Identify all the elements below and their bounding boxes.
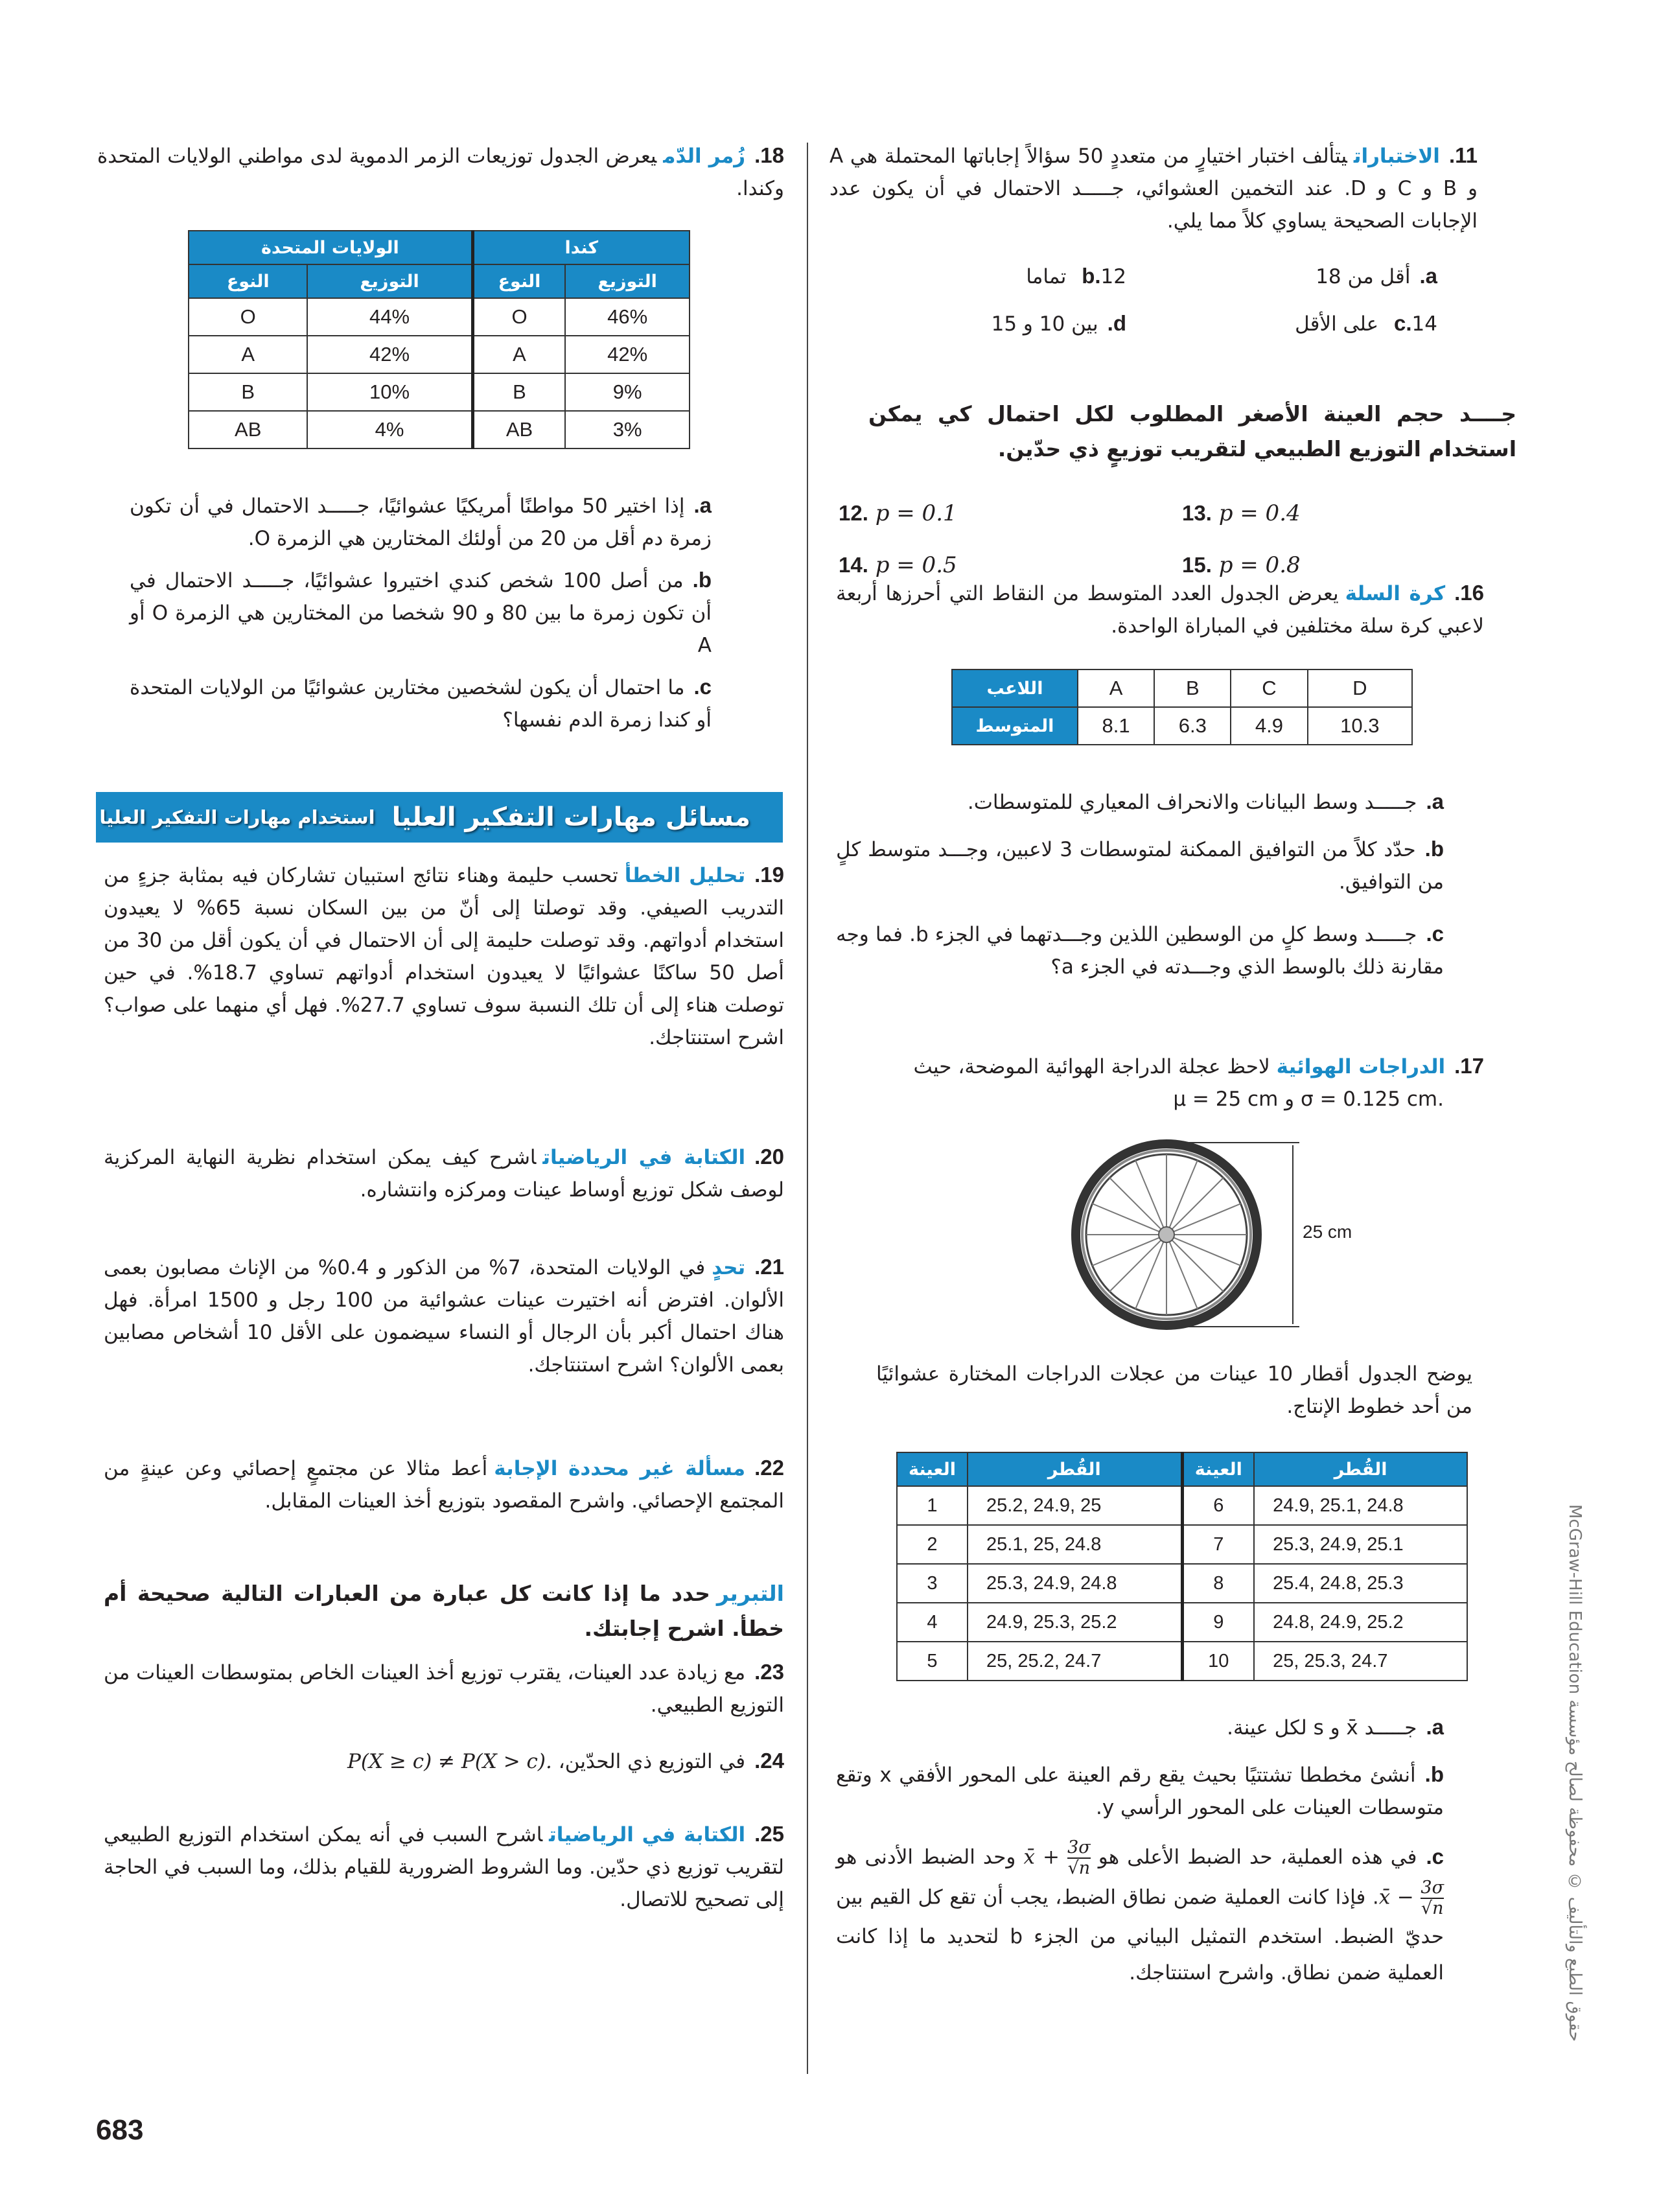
problem-text: في التوزيع ذي الحدّين، <box>558 1750 746 1773</box>
bicycle-wheel-icon <box>1076 1144 1257 1325</box>
problem-number: 18. <box>754 143 784 167</box>
sample-cell: 2 <box>897 1525 968 1564</box>
us-type-cell: O <box>189 298 307 336</box>
header-type: النوع <box>472 264 565 298</box>
copyright-side-note: حقوق الطبع والتأليف © محفوظة لصالح مؤسسة McGraw-Hill Education <box>1565 1504 1584 2042</box>
problem-text: يعرض الجدول توزيعات الزمر الدموية لدى مواطني الولايات المتحدة وكندا. <box>97 145 784 200</box>
problem-keyword: كرة السلة <box>1345 582 1446 605</box>
average-cell: 4.9 <box>1231 707 1307 745</box>
problem-number: 19. <box>754 863 784 887</box>
problem-18 <box>97 139 784 205</box>
problem-text: لاحظ عجلة الدراجة الهوائية الموضحة، حيث <box>913 1055 1270 1078</box>
problem-number: 17. <box>1454 1054 1484 1078</box>
part-text: أقل من 18 <box>1316 265 1411 288</box>
ca-type-cell: A <box>472 336 565 373</box>
header-sample: العينة <box>897 1452 968 1486</box>
banner-subtitle: استخدام مهارات التفكير العليا <box>99 806 375 828</box>
header-diameter: القُطر <box>968 1452 1182 1486</box>
problem-number: 21. <box>754 1255 785 1279</box>
higher-order-thinking-banner <box>96 792 783 843</box>
sample-cell: 4 <box>897 1603 968 1642</box>
ca-type-cell: O <box>472 298 565 336</box>
problem-keyword: مسألة غير محددة الإجابة <box>494 1457 746 1480</box>
sample-cell: 10 <box>1182 1642 1254 1681</box>
lower-limit-expr: x̄ − <box>1378 1885 1414 1909</box>
problem-22 <box>104 1452 784 1517</box>
header-distribution: التوزيع <box>307 264 472 298</box>
player-cell: D <box>1308 669 1412 707</box>
problem-number: 15. <box>1182 553 1212 577</box>
diameter-cell: 25.2, 24.9, 25 <box>968 1486 1182 1525</box>
sample-cell: 6 <box>1182 1486 1254 1525</box>
part-text: 14 على الأقل <box>1295 312 1437 336</box>
part-letter: a. <box>1419 264 1437 288</box>
table-row <box>189 373 690 411</box>
sample-cell: 8 <box>1182 1564 1254 1603</box>
part-letter: b. <box>692 568 712 592</box>
problem-expression: p = 0.1 <box>875 500 957 526</box>
part-letter: d. <box>1107 311 1126 335</box>
problem-text: تحسب حليمة وهناء نتائج استبيان تشاركان فيه بمثابة جزءٍ من التدريب الصيفي. وقد توصلتا إلى أنّ من بين السكان نسبة 65% لا يعيدون استخدام أدواتهم. وقد توصلت حليمة إلى أن الاحتمال في أن يكون أقل من 30 من أصل 50 ساكنًا عشوائيًا لا يعيدون استخدام أدواتهم تساوي 18.7%. في حين توصلت هناء إلى أن تلك النسبة سوف تساوي 27.7%. فهل أي منهما على صواب؟ اشرح استنتاجك. <box>104 864 784 1049</box>
control-fraction <box>1067 1838 1091 1878</box>
probability-expression: P(X ≥ c) ≠ P(X > c). <box>347 1750 552 1773</box>
diameter-cell: 25.3, 24.9, 25.1 <box>1254 1525 1467 1564</box>
fraction-numerator: 3σ <box>1067 1837 1091 1857</box>
table-row <box>897 1486 1467 1525</box>
header-diameter: القُطر <box>1254 1452 1467 1486</box>
table-row <box>189 411 690 448</box>
problem-keyword: زُمر الدّم <box>663 145 746 168</box>
banner-title: مسائل مهارات التفكير العليا <box>391 802 750 832</box>
part-letter: b. <box>1082 264 1101 288</box>
part-text: جـــــد x̄ و s لكل عينة. <box>1227 1716 1417 1740</box>
part-text: في هذه العملية، حد الضبط الأعلى هو <box>1098 1845 1417 1869</box>
problem-number: 14. <box>839 553 868 577</box>
problem-number: 23. <box>754 1660 784 1684</box>
us-distribution-cell: 44% <box>307 298 472 336</box>
bicycle-wheel-figure <box>1069 1137 1316 1332</box>
sample-cell: 5 <box>897 1642 968 1681</box>
problem-number: 11. <box>1448 143 1478 167</box>
part-text: بين 10 و 15 <box>991 312 1098 336</box>
problem-keyword: تحدٍ <box>712 1256 746 1279</box>
problem-11 <box>830 139 1478 237</box>
ca-distribution-cell: 3% <box>565 411 690 448</box>
diameter-cell: 25.1, 25, 24.8 <box>968 1525 1182 1564</box>
part-letter: a. <box>1426 1715 1444 1739</box>
control-fraction <box>1421 1878 1444 1918</box>
basketball-table <box>951 669 1413 745</box>
sample-cell: 7 <box>1182 1525 1254 1564</box>
part-text: أنشئ مخططا تشتتيًا بحيث يقع رقم العينة على المحور الأفقي x وتقع متوسطات العينات على المحور الرأسي y. <box>836 1764 1444 1819</box>
ca-distribution-cell: 42% <box>565 336 690 373</box>
header-player: اللاعب <box>952 669 1078 707</box>
table-row <box>897 1603 1467 1642</box>
problem-17 <box>836 1050 1484 1115</box>
part-text: إذا اختير 50 مواطنًا أمريكيًا عشوائيًا، جـــــد الاحتمال في أن تكون زمرة دم أقل من 20 من أولئك المختارين هي الزمرة O. <box>130 495 712 550</box>
problem-text: اشرح السبب في أنه يمكن استخدام التوزيع الطبيعي لتقريب توزيع ذي حدّين. وما الشروط الضرورية للقيام بذلك، وما السبب في الحاجة إلى تصحيح للاتصال. <box>104 1823 784 1911</box>
problem-number: 20. <box>754 1145 784 1169</box>
ca-distribution-cell: 46% <box>565 298 690 336</box>
problem-25 <box>104 1818 784 1916</box>
problem-keyword: الدراجات الهوائية <box>1276 1055 1446 1078</box>
problem-text: يعرض الجدول العدد المتوسط من النقاط التي أحرزها أربعة لاعبي كرة سلة مختلفين في المباراة الواحدة. <box>836 582 1484 638</box>
us-type-cell: B <box>189 373 307 411</box>
instruction-keyword: التبرير <box>716 1581 784 1606</box>
header-us: الولايات المتحدة <box>189 231 472 264</box>
diameter-cell: 24.8, 24.9, 25.2 <box>1254 1603 1467 1642</box>
column-divider <box>807 143 808 2074</box>
short-problems <box>830 487 1478 591</box>
problem-16-parts <box>836 786 1484 983</box>
problem-number: 13. <box>1182 501 1212 525</box>
problem-expression: p = 0.8 <box>1218 552 1301 578</box>
ca-distribution-cell: 9% <box>565 373 690 411</box>
diameter-table-intro: يوضح الجدول أقطار 10 عينات من عجلات الدراجات المختارة عشوائيًا من أحد خطوط الإنتاج. <box>876 1362 1472 1418</box>
part-letter: b. <box>1424 1762 1444 1786</box>
instruction-sample-size: جــــد حجم العينة الأصغر المطلوب لكل احتمال كي يمكن استخدام التوزيع الطبيعي لتقريب توزيعٍ ذي حدّين. <box>868 401 1516 461</box>
table-row <box>189 336 690 373</box>
ca-type-cell: B <box>472 373 565 411</box>
header-canada: كندا <box>472 231 690 264</box>
part-text: . فإذا كانت العملية ضمن نطاق الضبط، يجب أن تقع كل القيم بين حديّ الضبط. استخدم التمثيل البياني من الجزء b لتحديد ما إذا كانت العملية ضمن نطاق. واشرح استنتاجك. <box>836 1885 1444 1985</box>
sample-cell: 1 <box>897 1486 968 1525</box>
problem-expression: p = 0.4 <box>1218 500 1301 526</box>
fraction-denominator: √n <box>1067 1858 1091 1878</box>
problem-number: 16. <box>1454 581 1485 605</box>
part-letter: c. <box>693 675 712 699</box>
diameter-cell: 25, 25.3, 24.7 <box>1254 1642 1467 1681</box>
header-sample: العينة <box>1182 1452 1254 1486</box>
problem-text: أعط مثالا عن مجتمعٍ إحصائي وعن عينةٍ من المجتمع الإحصائي. واشرح المقصود بتوزيع أخذ العينات المقابل. <box>104 1457 784 1513</box>
problem-19 <box>104 859 784 1054</box>
problem-keyword: تحليل الخطأ <box>624 864 746 887</box>
problem-text: يتألف اختبار اختيارٍ من متعددٍ 50 سؤالاً إجاباتها المحتملة هي A و B و C و D. عند التخمين العشوائي، جـــــد الاحتمال في أن يكون عدد الإجابات الصحيحة يساوي كلاً مما يلي. <box>830 145 1478 233</box>
us-type-cell: AB <box>189 411 307 448</box>
ca-type-cell: AB <box>472 411 565 448</box>
average-cell: 8.1 <box>1078 707 1154 745</box>
sigma-mu-formula: .σ = 0.125 cm و μ = 25 cm <box>1173 1088 1444 1111</box>
problem-16 <box>836 577 1484 642</box>
part-text: من أصل 100 شخص كندي اختيروا عشوائيًا، جـــــد الاحتمال في أن تكون زمرة ما بين 80 و 90 شخصا من المختارين هي الزمرة O أو A <box>130 569 712 657</box>
problem-number: 25. <box>754 1822 785 1846</box>
diameter-cell: 24.9, 25.3, 25.2 <box>968 1603 1182 1642</box>
instruction-text: حدد ما إذا كانت كل عبارة من العبارات التالية صحيحة أم خطأ. اشرح إجابتك. <box>104 1581 784 1641</box>
header-average: المتوسط <box>952 707 1078 745</box>
problem-17-parts <box>836 1711 1484 1991</box>
part-letter: a. <box>1426 789 1444 813</box>
blood-type-table <box>188 230 690 449</box>
problem-expression: p = 0.5 <box>875 552 957 578</box>
problem-23 <box>104 1656 784 1721</box>
table-row <box>189 298 690 336</box>
part-letter: b. <box>1424 837 1444 861</box>
diameter-cell: 25, 25.2, 24.7 <box>968 1642 1182 1681</box>
part-text: جـــــد وسط كلٍ من الوسطين اللذين وجـــدتهما في الجزء b. فما وجه مقارنة ذلك بالوسط الذي وجـــدته في الجزء a؟ <box>836 923 1444 979</box>
average-cell: 10.3 <box>1308 707 1412 745</box>
us-distribution-cell: 10% <box>307 373 472 411</box>
sample-cell: 9 <box>1182 1603 1254 1642</box>
fraction-denominator: √n <box>1421 1898 1444 1918</box>
problem-keyword: الكتابة في الرياضيات <box>542 1146 746 1169</box>
diameter-cell: 25.3, 24.9, 24.8 <box>968 1564 1182 1603</box>
table-row <box>897 1642 1467 1681</box>
diameter-cell: 25.4, 24.8, 25.3 <box>1254 1564 1467 1603</box>
part-text: ما احتمال أن يكون لشخصين مختارين عشوائيًا من الولايات المتحدة أو كندا زمرة الدم نفسها؟ <box>130 676 712 732</box>
diameter-table <box>896 1452 1468 1681</box>
us-distribution-cell: 4% <box>307 411 472 448</box>
player-cell: B <box>1154 669 1231 707</box>
part-letter: a. <box>693 493 712 517</box>
problem-24 <box>104 1745 784 1778</box>
table-row <box>897 1564 1467 1603</box>
us-type-cell: A <box>189 336 307 373</box>
sample-cell: 3 <box>897 1564 968 1603</box>
wheel-diameter-label: 25 cm <box>1303 1222 1352 1242</box>
upper-limit-expr: x̄ + <box>1023 1845 1060 1869</box>
part-letter: c. <box>1426 922 1444 946</box>
problem-20 <box>104 1141 784 1206</box>
problem-keyword: الاختبارات <box>1353 145 1440 168</box>
problem-21 <box>104 1251 784 1381</box>
part-text: وحد الضبط الأدنى هو <box>836 1845 1016 1869</box>
problem-text: مع زيادة عدد العينات، يقترب توزيع أخذ العينات الخاص بمتوسطات العينات من التوزيع الطبيعي. <box>104 1661 784 1717</box>
part-text: حدّد كلاً من التوافيق الممكنة لمتوسطات 3 لاعبين، وجـــد متوسط كلٍ من التوافيق. <box>836 838 1444 894</box>
page-number: 683 <box>96 2114 144 2146</box>
instruction-reasoning <box>104 1576 784 1646</box>
us-distribution-cell: 42% <box>307 336 472 373</box>
problem-text: اشرح كيف يمكن استخدام نظرية النهاية المركزية لوصف شكل توزيع أوساط عينات ومركزه وانتشاره. <box>104 1146 784 1202</box>
part-text: جـــــد وسط البيانات والانحراف المعياري للمتوسطات. <box>967 791 1417 814</box>
problem-text: في الولايات المتحدة، 7% من الذكور و 0.4% من الإناث مصابون بعمى الألوان. افترض أنه اختيرت عينات عشوائية من 100 رجل و 1500 امرأة. فهل هناك احتمال أكبر بأن الرجال أو النساء سيضمون على الأقل 10 أشخاص مصابين بعمى الألوان؟ اشرح استنتاجك. <box>104 1256 785 1377</box>
problem-number: 12. <box>839 501 868 525</box>
problem-number: 22. <box>754 1456 785 1480</box>
average-cell: 6.3 <box>1154 707 1231 745</box>
problem-18-parts <box>130 489 752 736</box>
part-text: 12 تماما <box>1026 265 1126 288</box>
header-type: النوع <box>189 264 307 298</box>
header-distribution: التوزيع <box>565 264 690 298</box>
part-letter: c. <box>1426 1844 1444 1869</box>
problem-number: 24. <box>754 1749 784 1773</box>
table-row <box>897 1525 1467 1564</box>
problem-11-parts <box>830 253 1478 347</box>
player-cell: C <box>1231 669 1307 707</box>
part-letter: c. <box>1394 311 1412 335</box>
diameter-cell: 24.9, 25.1, 24.8 <box>1254 1486 1467 1525</box>
fraction-numerator: 3σ <box>1421 1878 1444 1898</box>
player-cell: A <box>1078 669 1154 707</box>
problem-keyword: الكتابة في الرياضيات <box>549 1823 746 1846</box>
